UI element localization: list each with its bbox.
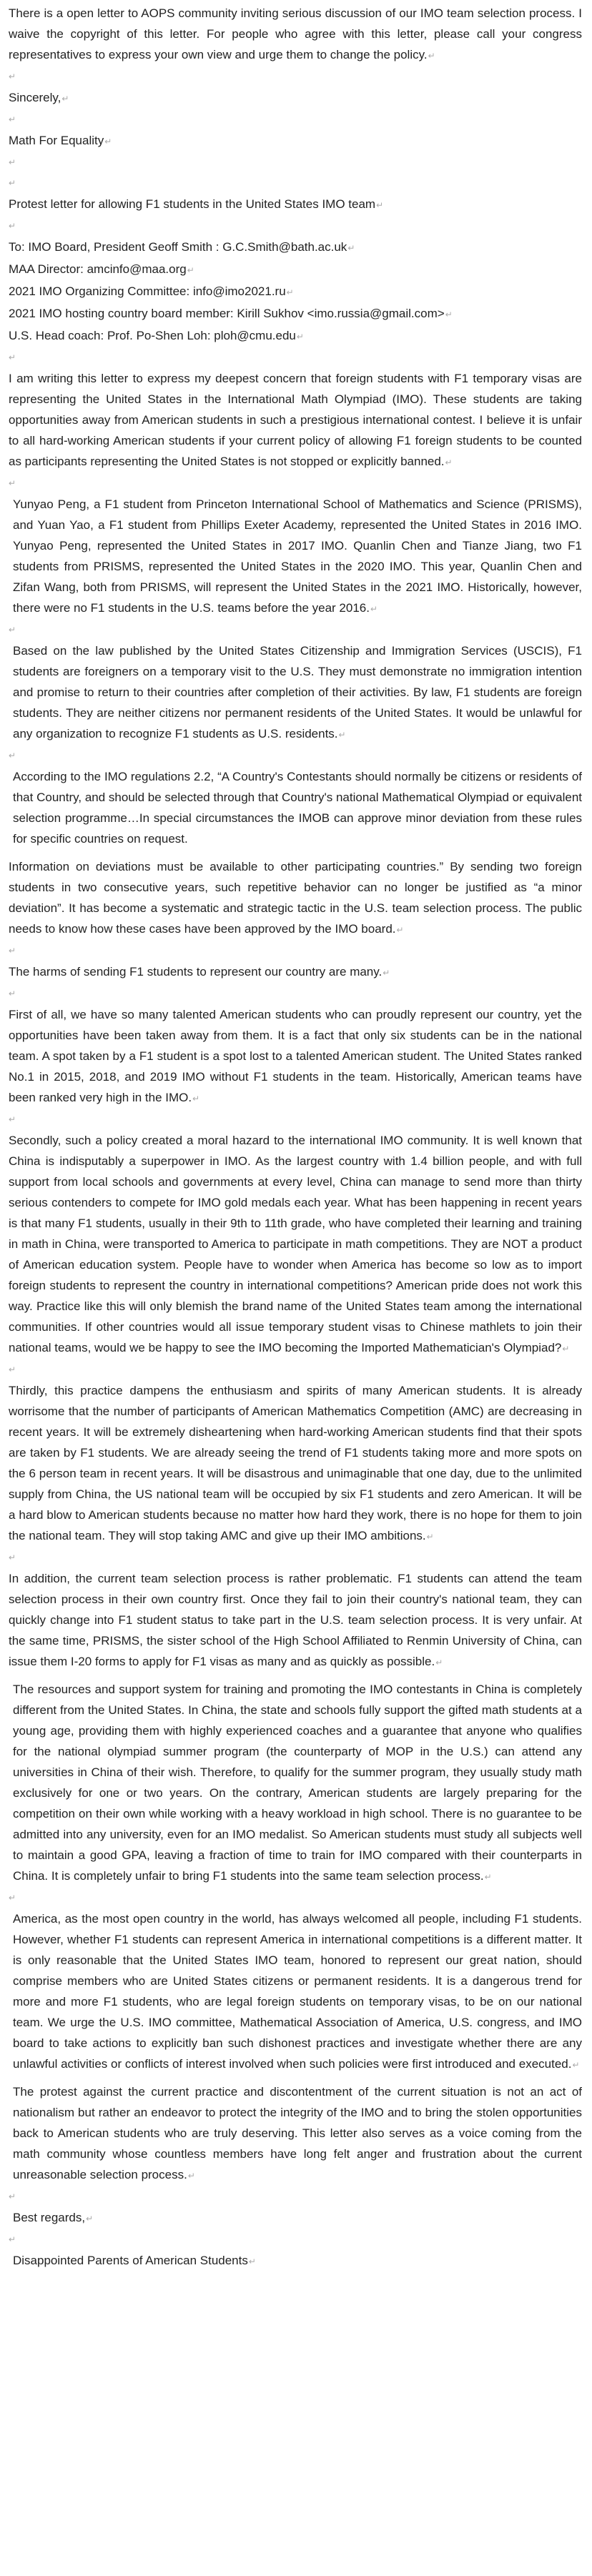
deviations-paragraph: Information on deviations must be available to other participating countries.” By sending two foreign students in two consecutive years, such repetitive behavior can no longer be justified as “a minor deviation”. It has become a systematic and strategic tactic in the U.S. team selection process. The public needs to know how these cases have been approved by the IMO board. ↵ [9,856,582,941]
protest-paragraph: The protest against the current practice and discontentment of the current situation is not an act of nationalism but rather an endeavor to protect the integrity of the IMO and to bring the stolen opportunities back to American students who are truly deserving. This letter also serves as a voice coming from the math community whose countless members have long felt anger and frustration about the current unreasonable selection process. ↵ [9,2081,582,2186]
intro-signature: Math For Equality ↵ [9,130,582,152]
paragraph-mark-icon [9,152,582,173]
third-paragraph: Thirdly, this practice dampens the enthusiasm and spirits of many American students. It is already worrisome that the number of participants of American Mathematics Competition (AMC) are decreasing in recent years. It will be extremely disheartening when hard-working American students find that their spots are taken by F1 students. We are already seeing the trend of F1 students taking more and more spots on the 6 person team in recent years. It will be disastrous and unimaginable that one day, due to the unlimited supply from China, the US national team will be occupied by six F1 students and zero American. It will be a hard blow to American students because no matter how hard they work, there is no hope for them to join the national team. They will stop taking AMC and give up their IMO ambitions. ↵ [9,1380,582,1547]
paragraph-spacer [9,2076,582,2081]
paragraph-mark-icon [9,1888,582,1908]
paragraph-mark-icon [9,620,582,640]
paragraph-mark-icon [9,2229,582,2250]
harms-heading: The harms of sending F1 students to represent our country are many. ↵ [9,961,582,984]
paragraph-mark-icon [9,2186,582,2207]
recipient-line: 2021 IMO hosting country board member: Kirill Sukhov <imo.russia@gmail.com> ↵ [9,303,582,325]
recipient-line: U.S. Head coach: Prof. Po-Shen Loh: ploh@cmu.edu ↵ [9,325,582,347]
uscis-paragraph: Based on the law published by the United States Citizenship and Immigration Services (USCIS), F1 students are foreigners on a temporary visit to the U.S. They must demonstrate no immigration intention and promise to return to their countries after completion of their activities. By law, F1 students are foreign students. They are neither citizens nor permanent residents of the United States. It would be unlawful for any organization to recognize F1 students as U.S. residents. ↵ [9,640,582,745]
paragraph-mark-icon [9,984,582,1004]
regulations-paragraph: According to the IMO regulations 2.2, “A Country's Contestants should normally be citizens or residents of that Country, and should be selected through that Country's national Mathematical Olympiad or equivalent selection programme…In special circumstances the IMOB can approve minor deviation from these rules for specific countries on request. [13,770,582,846]
recipient-line: MAA Director: amcinfo@maa.org ↵ [9,259,582,281]
paragraph-mark-icon [9,109,582,130]
paragraph-mark-icon [9,173,582,194]
recipient-line: To: IMO Board, President Geoff Smith : G.C.Smith@bath.ac.uk ↵ [9,237,582,259]
resources-paragraph: The resources and support system for training and promoting the IMO contestants in China is completely different from the United States. In China, the state and schools fully support the gifted math students at a young age, providing them with highly experienced coaches and a guarantee that anyone who qualifies for the national olympiad summer program (the counterparty of MOP in the U.S.) can attend any universities in China of their wish. Therefore, to qualify for the summer program, they usually study math exclusively for one or two years. On the contrary, American students are largely preparing for the competition on their own while working with a heavy workload in high school. There is no guarantee to be admitted into any university, even for an IMO medalist. So American students must study all subjects well to maintain a good GPA, leaving a fraction of time to train for IMO compared with their counterparts in China. It is completely unfair to bring F1 students into the same team selection process. ↵ [9,1679,582,1888]
students-paragraph: Yunyao Peng, a F1 student from Princeton International School of Mathematics and Science (PRISMS), and Yuan Yao, a F1 student from Phillips Exeter Academy, represented the United States in 2016 IMO. Yunyao Peng, represented the United States in 2017 IMO. Quanlin Chen and Tianze Jiang, two F1 students from PRISMS, represented the United States in the 2020 IMO. This year, Quanlin Chen and Zifan Wang, both from PRISMS, will represent the United States in the 2021 IMO. Historically, however, there were no F1 students in the U.S. teams before the year 2016. ↵ [9,494,582,620]
addition-paragraph: In addition, the current team selection process is rather problematic. F1 students can attend the team selection process in their own country first. Once they fail to join their country's national team, they can quickly change into F1 student status to take part in the U.S. team selection process. It is very unfair. At the same time, PRISMS, the sister school of the High School Affiliated to Renmin University of China, can issue them I-20 forms to apply for F1 visas as many and as quickly as possible. ↵ [9,1568,582,1673]
paragraph-mark-icon [9,1109,582,1130]
paragraph-spacer [9,851,582,856]
recipient-line: 2021 IMO Organizing Committee: info@imo2021.ru ↵ [9,281,582,303]
sincerely-closing: Sincerely, ↵ [9,87,582,109]
letter-signature: Disappointed Parents of American Students ↵ [9,2250,582,2272]
paragraph-mark-icon [9,1547,582,1568]
letter-title: Protest letter for allowing F1 students in the United States IMO team ↵ [9,194,582,216]
paragraph-mark-icon [9,216,582,237]
paragraph-mark-icon [9,347,582,368]
america-paragraph: America, as the most open country in the world, has always welcomed all people, including F1 students. However, whether F1 students can represent America in international competitions is a different matter. It is only reasonable that the United States IMO team, honored to represent our great nation, should comprise members who are United States citizens or permanent residents. It is a dangerous trend for more and more F1 students, who are legal foreign students on temporary visas, to be on our national team. We urge the U.S. IMO committee, Mathematical Association of America, U.S. congress, and IMO board to take actions to explicitly ban such dishonest practices and investigate whether there are any unlawful activities or conflicts of interest involved when such policies were first introduced and executed. ↵ [9,1908,582,2076]
paragraph-mark-icon [9,473,582,494]
paragraph-mark-icon [9,1359,582,1380]
first-paragraph: First of all, we have so many talented American students who can proudly represent our country, yet the opportunities have been taken away from them. It is a fact that only six students can be in the national team. A spot taken by a F1 student is a spot lost to a talented American student. The United States ranked No.1 in 2015, 2018, and 2019 IMO without F1 students in the team. Historically, American teams have been ranked very high in the IMO. ↵ [9,1004,582,1109]
paragraph-mark-icon [9,745,582,766]
intro-paragraph: There is a open letter to AOPS community inviting serious discussion of our IMO team selection process. I waive the copyright of this letter. For people who agree with this letter, please call your congress representatives to express your own view and urge them to change the policy. ↵ [9,3,582,66]
paragraph-spacer [9,1673,582,1679]
paragraph-mark-icon [9,66,582,87]
best-regards-closing: Best regards, ↵ [9,2207,582,2229]
second-paragraph: Secondly, such a policy created a moral hazard to the international IMO community. It is well known that China is indisputably a superpower in IMO. As the largest country with 1.4 billion people, and with full support from local schools and governments at every level, China can manage to send more than thirty serious contenders to compete for IMO gold medals each year. What has been happening in recent years is that many F1 students, usually in their 9th to 11th grade, who have completed their learning and training in math in China, were transported to America to participate in math competitions. They are NOT a product of American education system. People have to wonder when America has become so low as to import foreign students to represent the country in international competitions? American pride does not work this way. Practice like this will only blemish the brand name of the United States team among the international communities. If other countries would all issue temporary student visas to Chinese mathlets to join their national teams, would we be happy to see the IMO becoming the Imported Mathematician's Olympiad? ↵ [9,1130,582,1359]
concern-paragraph: I am writing this letter to express my deepest concern that foreign students with F1 temporary visas are representing the United States in the International Math Olympiad (IMO). These students are taking opportunities away from American students in such a prestigious international contest. I believe it is unfair to all hard-working American students if your current policy of allowing F1 foreign students to be counted as participants representing the United States is not stopped or explicitly banned. ↵ [9,368,582,473]
paragraph-mark-icon [9,941,582,961]
